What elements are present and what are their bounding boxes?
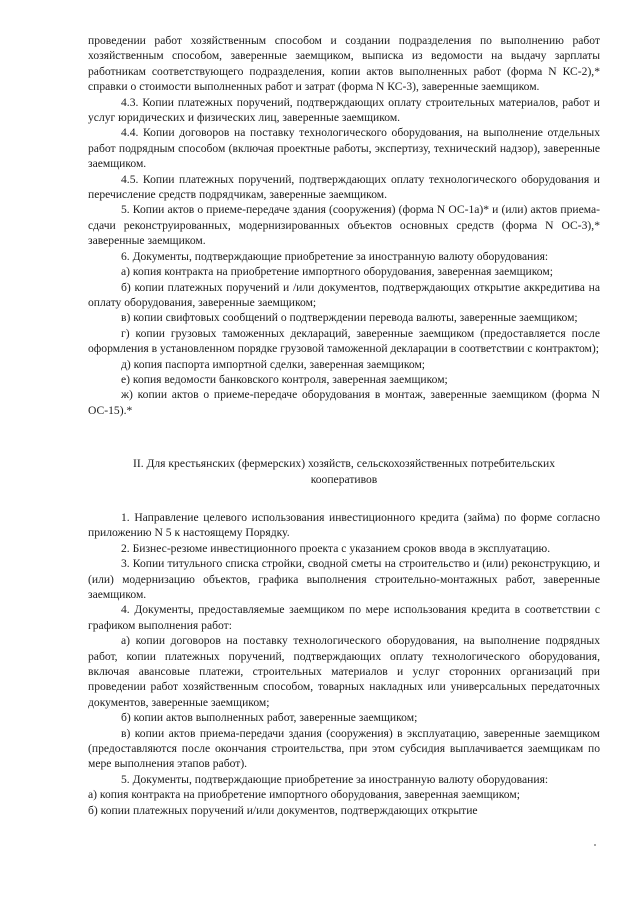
paragraph-q2: 2. Бизнес-резюме инвестиционного проекта с указанием сроков ввода в эксплуатацию.	[121, 541, 551, 555]
paragraph-q5: а) копии договоров на поставку технологического оборудования, на выполнение подрядных работ, копии платежных поручений, подтверждающих оплату технологического оборудования, включая авансовые платежи, строительных материалов и услуг сторонних организаций при проведении работ хозяйственным способом, товарных накладных или универсальных передаточных документов, заверенные заемщиком;	[88, 634, 600, 709]
page-mark	[594, 844, 596, 846]
section-2	[88, 510, 600, 818]
paragraph-q7: в) копии актов приема-передачи здания (сооружения) в эксплуатацию, заверенные заемщиком (предоставляются после окончания строительства, при этом субсидия выплачивается заемщикам по мере выполнения этапов работ).	[88, 726, 600, 771]
section-heading-line-1: II. Для крестьянских (фермерских) хозяйств, сельскохозяйственных потребительских	[132, 457, 556, 471]
paragraph-p1: проведении работ хозяйственным способом и создании подразделения по выполнению работ хозяйственным способом, заверенные заемщиком, выписка из ведомости на выдачу зарплаты работникам соответствующего подразделения, копии актов выполненных работ (форма N КС-2),* справки о стоимости выполненных работ и затрат (форма N КС-3), заверенные заемщиком.	[88, 34, 600, 94]
paragraph-p6: 6. Документы, подтверждающие приобретение за иностранную валюту оборудования:	[121, 249, 549, 263]
paragraph-p10: г) копии грузовых таможенных деклараций, заверенные заемщиком (предоставляется после оформления в установленном порядке грузовой таможенной декларации в соответствии с контрактом);	[88, 326, 600, 356]
paragraph-q10: б) копии платежных поручений и/или документов, подтверждающих открытие	[88, 803, 478, 817]
paragraph-p7: а) копия контракта на приобретение импортного оборудования, заверенная заемщиком;	[121, 265, 553, 279]
paragraph-q4: 4. Документы, предоставляемые заемщиком по мере использования кредита в соответствии с графиком выполнения работ:	[88, 603, 600, 632]
spacer	[88, 418, 600, 456]
paragraph-q9: а) копия контракта на приобретение импортного оборудования, заверенная заемщиком;	[88, 788, 520, 802]
paragraph-p12: е) копия ведомости банковского контроля, заверенная заемщиком;	[121, 372, 448, 386]
paragraph-q6: б) копии актов выполненных работ, заверенные заемщиком;	[121, 711, 418, 725]
paragraph-p3: 4.4. Копии договоров на поставку технологического оборудования, на выполнение отдельных работ подрядным способом (включая проектные работы, экспертизу, технический надзор), заверенные заемщиком.	[88, 126, 600, 171]
paragraph-p9: в) копии свифтовых сообщений о подтверждении перевода валюты, заверенные заемщиком;	[121, 311, 578, 325]
spacer	[88, 487, 600, 510]
section-heading-line-2: кооперативов	[310, 472, 378, 486]
paragraph-p2: 4.3. Копии платежных поручений, подтверждающих оплату строительных материалов, работ и услуг юридических и физических лиц, заверенные заемщиком.	[88, 95, 600, 125]
paragraph-p11: д) копия паспорта импортной сделки, заверенная заемщиком;	[121, 357, 426, 371]
paragraph-p8: б) копии платежных поручений и /или документов, подтверждающих открытие аккредитива на оплату оборудования, заверенные заемщиком;	[88, 280, 600, 309]
document-page	[88, 33, 600, 818]
paragraph-p4: 4.5. Копии платежных поручений, подтверждающих оплату технологического оборудования и перечисление средств подрядчикам, заверенные заемщиком.	[88, 172, 600, 202]
paragraph-q8: 5. Документы, подтверждающие приобретение за иностранную валюту оборудования:	[121, 772, 549, 786]
section-1	[88, 33, 600, 418]
paragraph-q3: 3. Копии титульного списка стройки, сводной сметы на строительство и (или) реконструкцию, и (или) модернизацию объектов, графика выполнения строительно-монтажных работ, заверенные заемщиком.	[88, 557, 600, 601]
paragraph-p5: 5. Копии актов о приеме-передаче здания (сооружения) (форма N ОС-1а)* и (или) актов приема-сдачи реконструированных, модернизированных объектов основных средств (форма N ОС-3),* заверенные заемщиком.	[88, 203, 600, 248]
paragraph-p13: ж) копии актов о приеме-передаче оборудования в монтаж, заверенные заемщиком (форма N ОС-15).*	[88, 388, 600, 417]
paragraph-q1: 1. Направление целевого использования инвестиционного кредита (займа) по форме согласно приложению N 5 к настоящему Порядку.	[88, 510, 600, 540]
